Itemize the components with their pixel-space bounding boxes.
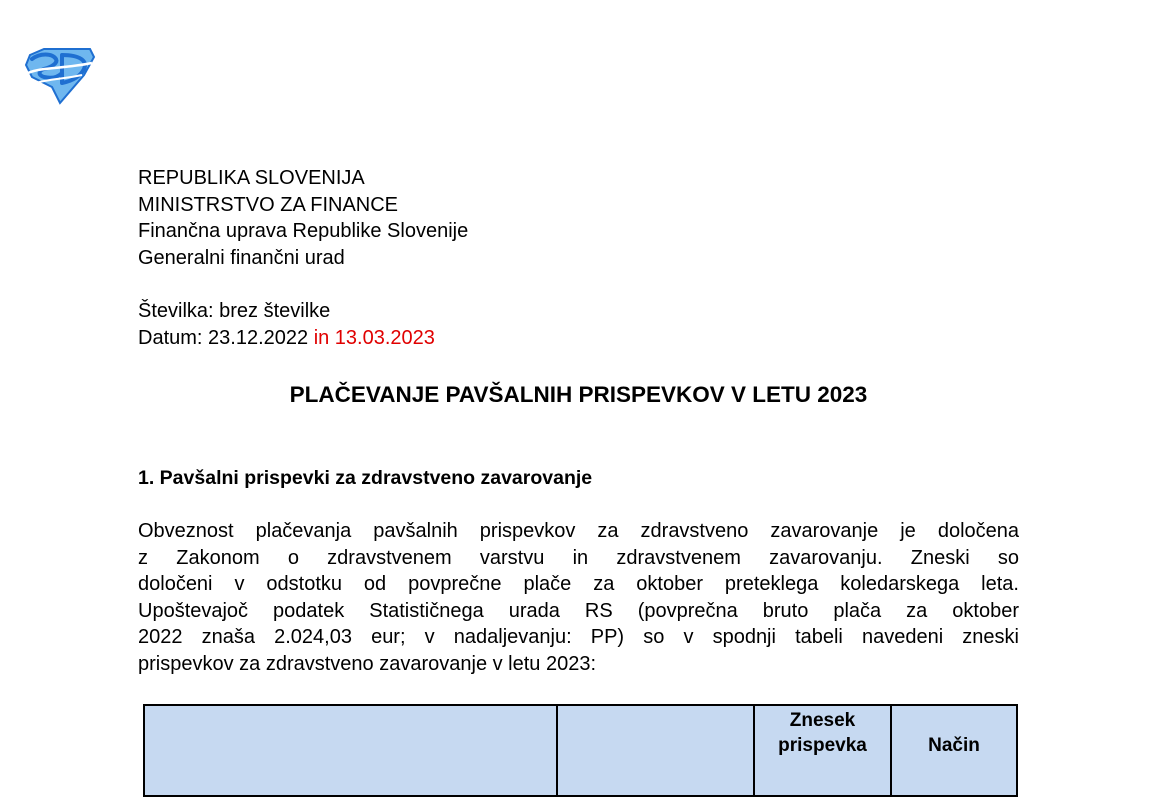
org-line-ministry: MINISTRSTVO ZA FINANCE	[138, 194, 399, 216]
paragraph-line: Upoštevajoč podatek Statističnega urada RS (povprečna bruto plača za oktober	[138, 600, 1019, 622]
org-line-general-office: Generalni finančni urad	[138, 247, 345, 269]
fu-rs-logo-icon	[22, 47, 96, 105]
date-amendment: in 13.03.2023	[313, 327, 435, 349]
table-header-cell	[144, 705, 557, 796]
contributions-table	[143, 704, 1018, 797]
table-header-method	[891, 705, 1017, 796]
document-title: PLAČEVANJE PAVŠALNIH PRISPEVKOV V LETU 2023	[289, 382, 868, 407]
org-line-financial-admin: Finančna uprava Republike Slovenije	[138, 220, 469, 242]
paragraph-line: Obveznost plačevanja pavšalnih prispevkov za zdravstveno zavarovanje je določena	[138, 520, 1019, 542]
paragraph-line: z Zakonom o zdravstvenem varstvu in zdravstvenem zavarovanju. Zneski so	[138, 547, 1019, 569]
document-date	[138, 325, 435, 351]
date-original: Datum: 23.12.2022	[138, 327, 309, 349]
table-header-method-label: Način	[928, 735, 980, 756]
table-header-amount	[754, 705, 891, 796]
section-heading: 1. Pavšalni prispevki za zdravstveno zavarovanje	[138, 467, 593, 489]
paragraph-line: prispevkov za zdravstveno zavarovanje v letu 2023:	[138, 653, 597, 675]
table-header-row	[144, 705, 1017, 796]
org-line-republic: REPUBLIKA SLOVENIJA	[138, 167, 365, 189]
table-header-cell	[557, 705, 754, 796]
document-number: Številka: brez številke	[138, 300, 331, 322]
paragraph-line: 2022 znaša 2.024,03 eur; v nadaljevanju: PP) so v spodnji tabeli navedeni zneski	[138, 626, 1019, 648]
paragraph-line: določeni v odstotku od povprečne plače za oktober preteklega koledarskega leta.	[138, 573, 1019, 595]
table-header-amount-label: Znesek prispevka	[778, 710, 867, 756]
